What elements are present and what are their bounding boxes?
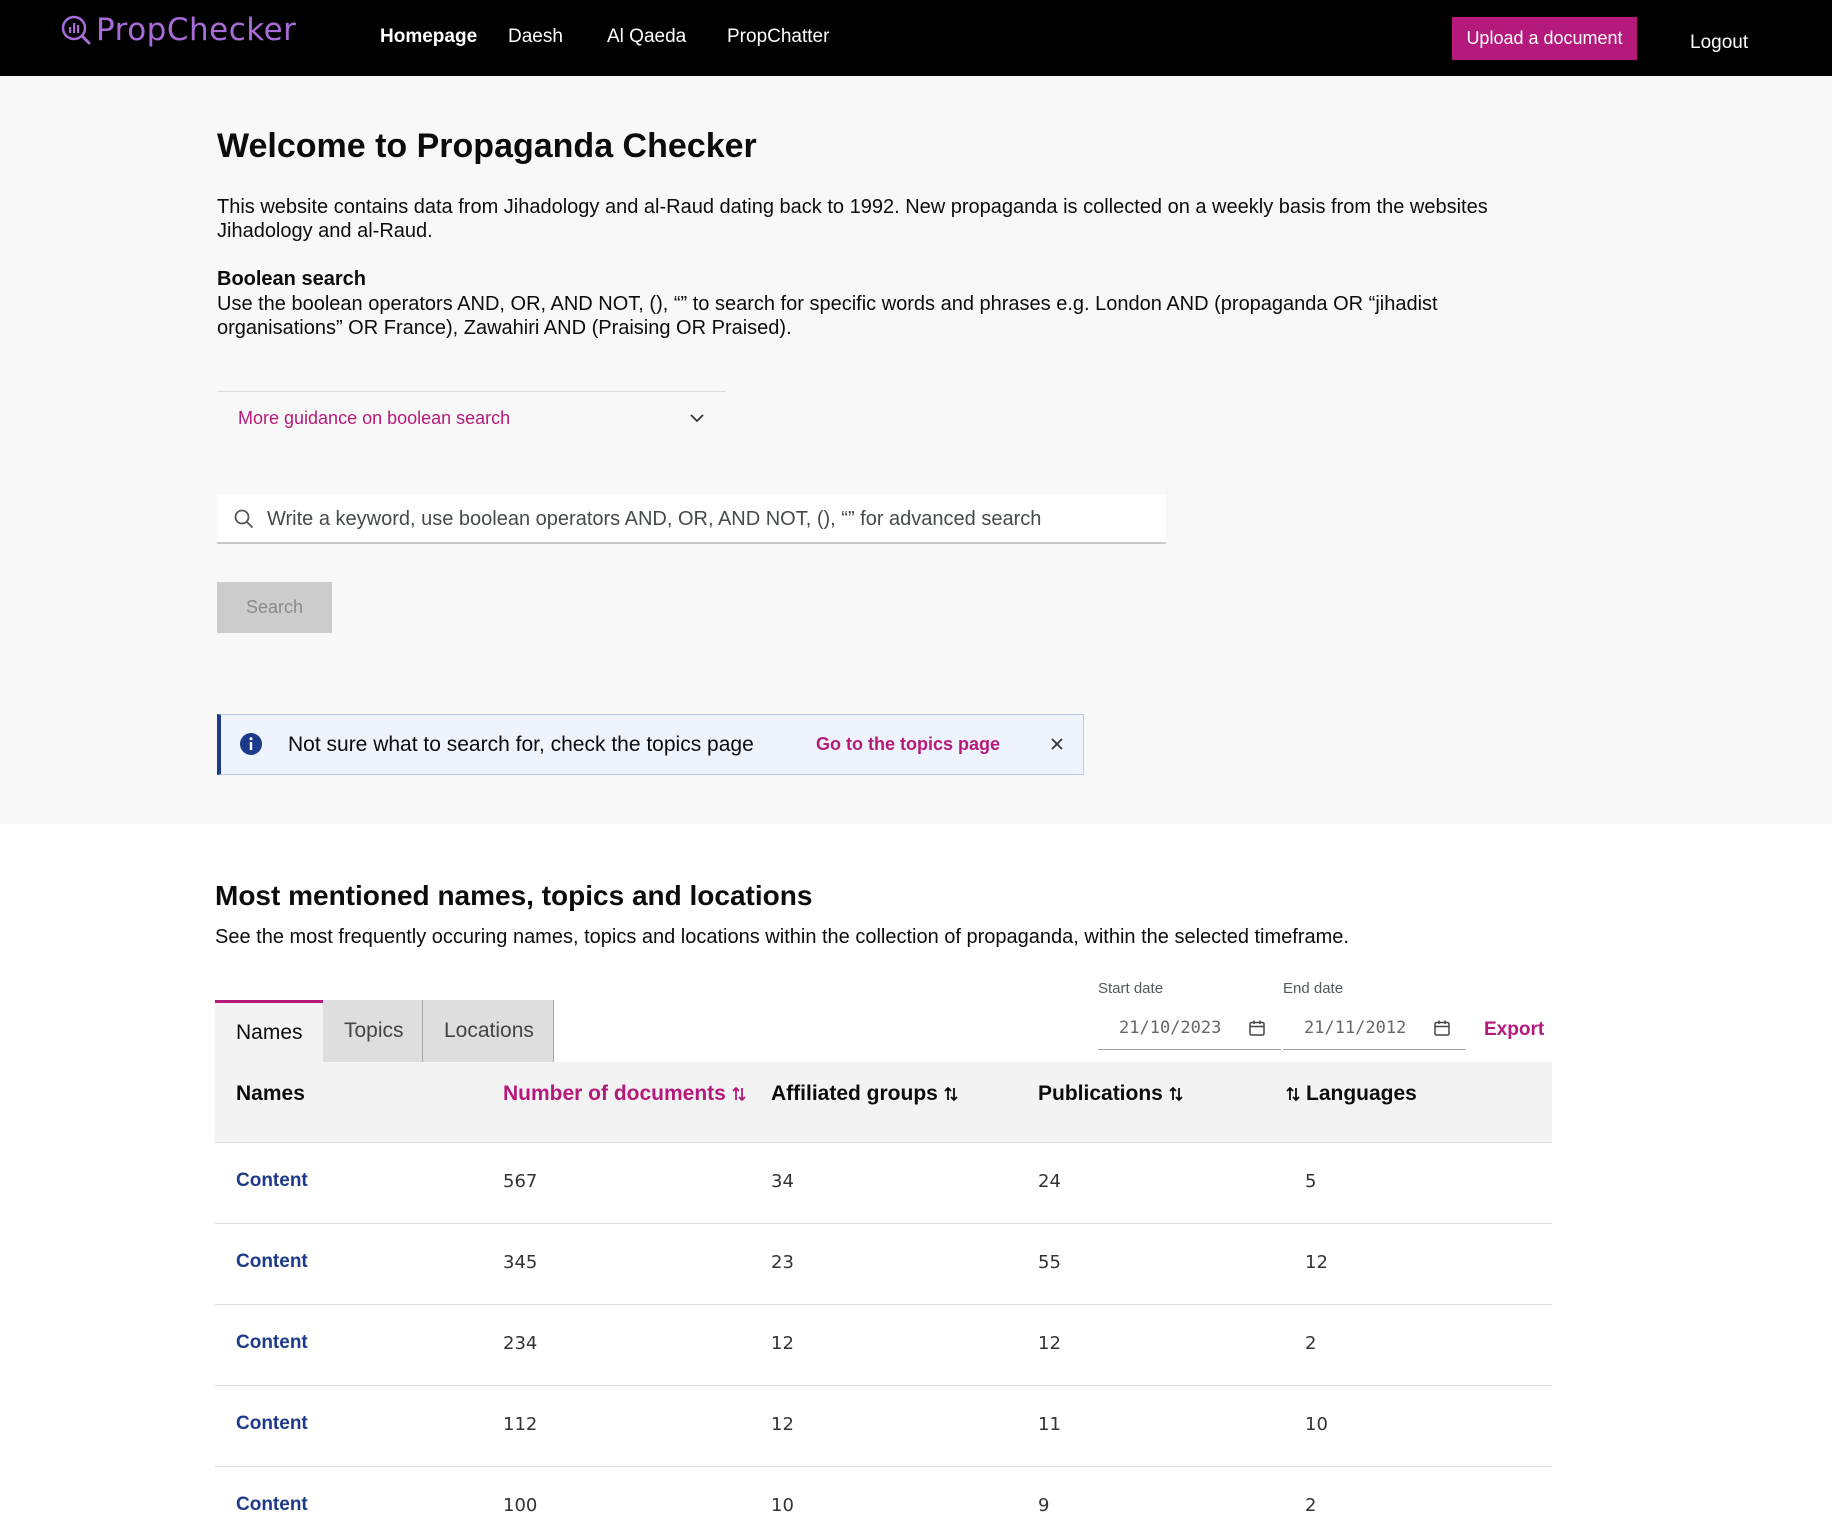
cell-documents: 234 (503, 1333, 538, 1354)
notice-text: Not sure what to search for, check the topics page (288, 733, 754, 756)
info-icon (239, 732, 263, 756)
mentions-subtitle: See the most frequently occuring names, topics and locations within the collection of propaganda, within the selected timeframe. (215, 926, 1349, 948)
boolean-search-text: Use the boolean operators AND, OR, AND NOT, (), “” to search for specific words and phrases e.g. London AND (propaganda OR “jihadist organisations” OR France), Zawahiri AND (Praising OR Praised). (217, 293, 1438, 339)
go-to-topics-link[interactable]: Go to the topics page (816, 734, 1001, 754)
tab-topics[interactable]: Topics (323, 1000, 423, 1062)
sort-icon (1167, 1085, 1185, 1103)
cell-publications: 24 (1038, 1171, 1061, 1192)
row-name-link[interactable]: Content (236, 1494, 308, 1515)
start-date-value: 21/10/2023 (1119, 1018, 1222, 1038)
cell-affiliated-groups: 10 (771, 1495, 794, 1516)
tab-names[interactable]: Names (215, 1000, 323, 1062)
calendar-icon[interactable] (1248, 1019, 1266, 1037)
logout-link[interactable]: Logout (1690, 32, 1749, 53)
cell-publications: 11 (1038, 1414, 1061, 1435)
nav-daesh[interactable]: Daesh (508, 26, 563, 47)
cell-documents: 100 (503, 1495, 538, 1516)
tab-locations[interactable]: Locations (423, 1000, 554, 1062)
nav-propchatter[interactable]: PropChatter (727, 26, 830, 47)
row-name-link[interactable]: Content (236, 1251, 308, 1272)
top-navigation-bar (0, 0, 1832, 76)
start-date-field[interactable] (1098, 1010, 1281, 1050)
start-date-label: Start date (1098, 980, 1164, 997)
topics-notice-banner (217, 714, 1084, 775)
column-label: Names (236, 1082, 305, 1105)
sort-icon (1284, 1085, 1302, 1103)
sort-icon (730, 1085, 748, 1103)
search-icon (233, 508, 255, 530)
cell-publications: 55 (1038, 1252, 1061, 1273)
column-number-of-documents[interactable] (503, 1082, 748, 1106)
end-date-field[interactable] (1283, 1010, 1466, 1050)
brand-name: PropChecker (96, 12, 297, 48)
column-label: Affiliated groups (771, 1082, 938, 1105)
cell-documents: 345 (503, 1252, 538, 1273)
sort-icon (942, 1085, 960, 1103)
intro-description: This website contains data from Jihadology and al-Raud dating back to 1992. New propaganda is collected on a weekly basis from the websites Jihadology and al-Raud. (217, 196, 1488, 242)
cell-languages: 2 (1305, 1495, 1317, 1516)
end-date-label: End date (1283, 980, 1344, 997)
cell-affiliated-groups: 12 (771, 1333, 794, 1354)
table-header (215, 1062, 1552, 1143)
column-publications[interactable] (1038, 1082, 1185, 1106)
mentions-heading: Most mentioned names, topics and locations (215, 880, 813, 911)
nav-homepage[interactable]: Homepage (380, 26, 478, 47)
row-name-link[interactable]: Content (236, 1332, 308, 1353)
calendar-icon[interactable] (1433, 1019, 1451, 1037)
cell-documents: 567 (503, 1171, 538, 1192)
search-button[interactable]: Search (217, 582, 332, 633)
boolean-search-heading: Boolean search (217, 268, 366, 290)
page-title: Welcome to Propaganda Checker (217, 127, 757, 165)
table-row (215, 1305, 1552, 1386)
end-date-value: 21/11/2012 (1304, 1018, 1407, 1038)
nav-al-qaeda[interactable]: Al Qaeda (607, 26, 687, 47)
cell-languages: 12 (1305, 1252, 1328, 1273)
cell-affiliated-groups: 34 (771, 1171, 794, 1192)
cell-languages: 5 (1305, 1171, 1317, 1192)
search-input[interactable] (267, 500, 1147, 538)
propchecker-logo-icon (60, 14, 92, 46)
table-row (215, 1386, 1552, 1467)
cell-publications: 12 (1038, 1333, 1061, 1354)
cell-documents: 112 (503, 1414, 538, 1435)
boolean-guidance-accordion[interactable] (217, 391, 726, 445)
row-name-link[interactable]: Content (236, 1170, 308, 1191)
cell-affiliated-groups: 23 (771, 1252, 794, 1273)
column-label: Publications (1038, 1082, 1163, 1105)
accordion-label: More guidance on boolean search (238, 408, 511, 428)
table-row (215, 1467, 1552, 1522)
cell-publications: 9 (1038, 1495, 1050, 1516)
cell-languages: 10 (1305, 1414, 1328, 1435)
search-field (217, 494, 1166, 544)
chevron-down-icon (687, 408, 707, 428)
column-names (236, 1082, 305, 1106)
export-link[interactable]: Export (1484, 1019, 1545, 1040)
cell-languages: 2 (1305, 1333, 1317, 1354)
row-name-link[interactable]: Content (236, 1413, 308, 1434)
close-icon[interactable] (1047, 734, 1067, 754)
column-label: Languages (1306, 1082, 1417, 1105)
table-row (215, 1143, 1552, 1224)
brand[interactable] (60, 12, 296, 48)
column-label: Number of documents (503, 1082, 726, 1105)
cell-affiliated-groups: 12 (771, 1414, 794, 1435)
hero-section (0, 76, 1832, 824)
table-row (215, 1224, 1552, 1305)
upload-document-button[interactable]: Upload a document (1452, 17, 1637, 60)
column-languages[interactable] (1284, 1082, 1417, 1106)
column-affiliated-groups[interactable] (771, 1082, 960, 1106)
